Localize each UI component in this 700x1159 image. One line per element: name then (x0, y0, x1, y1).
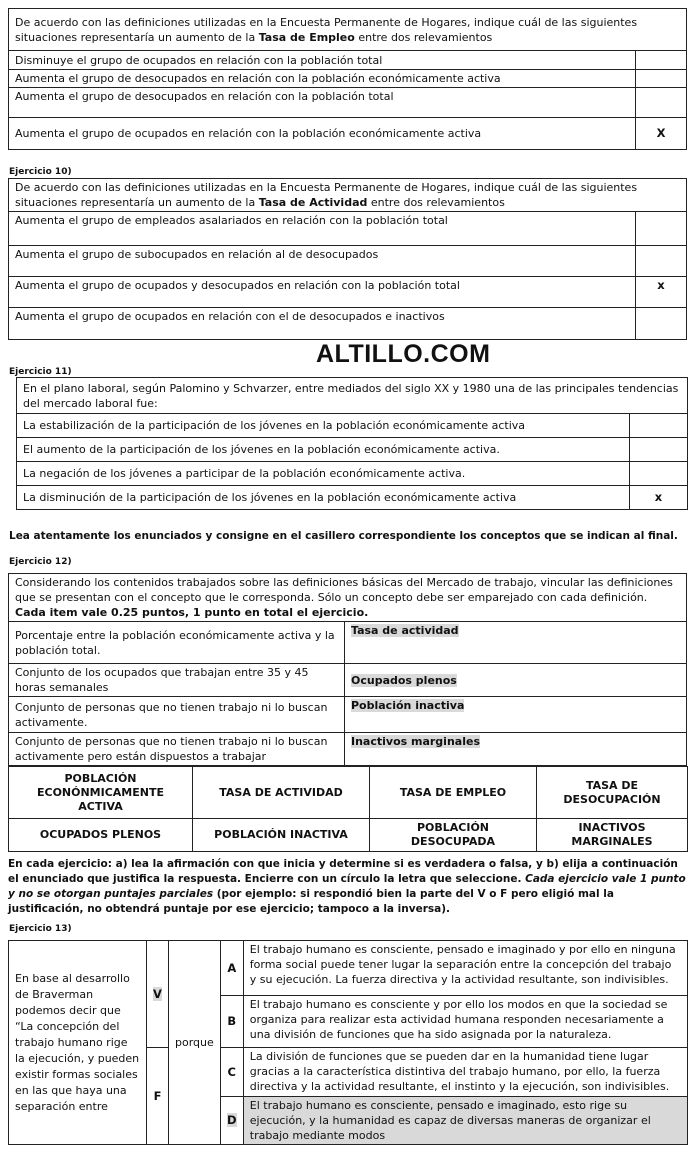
q13-statement: En base al desarrollo de Braverman podemos decir que “La concepción del trabajo humano rige la ejecución, y pueden existir formas sociales en las que haya una separación entre (9, 941, 147, 1145)
q11-option-4: La disminución de la participación de los jóvenes en la población económicamente activa (17, 486, 630, 510)
q12-definition-3: Conjunto de personas que no tienen trabajo ni lo buscan activamente. (9, 697, 345, 733)
q12-answer-3: Población inactiva (351, 699, 465, 712)
q13-option-d-letter[interactable] (220, 1097, 243, 1145)
q11-table (16, 377, 688, 510)
q12-table (8, 573, 687, 766)
q9-option-2: Aumenta el grupo de desocupados en relación con la población económicamente activa (9, 70, 636, 88)
concept-inactivos-marginales: INACTIVOS MARGINALES (537, 819, 688, 852)
q10-table (8, 178, 687, 340)
q12-answer-1: Tasa de actividad (351, 624, 459, 637)
q13-option-d-text: El trabajo humano es consciente, pensado e imaginado, esto rige su ejecución, y la humanidad es capaz de diversas maneras de organizar el trabajo mediante modos (243, 1097, 687, 1145)
q13-table (8, 940, 688, 1145)
q12-answer-cell-4[interactable] (345, 733, 687, 766)
q9-answer-cell-1[interactable] (636, 51, 687, 70)
concept-tasa-actividad: TASA DE ACTIVIDAD (193, 767, 370, 819)
q9-answer-cell-4[interactable]: X (636, 118, 687, 150)
q13-option-d-selected[interactable]: D (226, 1113, 237, 1127)
q9-prompt: De acuerdo con las definiciones utilizadas en la Encuesta Permanente de Hogares, indique cuál de las siguientes situaciones representaría un aumento de la Tasa de Empleo entre dos relevamientos (9, 9, 687, 51)
q11-answer-cell-1[interactable] (630, 414, 688, 438)
instructions-12: Lea atentamente los enunciados y consigne en el casillero correspondiente los conceptos que se indican al final. (9, 530, 678, 542)
concept-tasa-desocupacion: TASA DE DESOCUPACIÓN (537, 767, 688, 819)
q10-option-2: Aumenta el grupo de subocupados en relación al de desocupados (9, 246, 636, 277)
q11-answer-cell-2[interactable] (630, 438, 688, 462)
q13-false-cell[interactable]: F (147, 1048, 169, 1145)
q10-answer-cell-1[interactable] (636, 212, 687, 246)
q10-option-4: Aumenta el grupo de ocupados en relación con el de desocupados e inactivos (9, 308, 636, 340)
q13-option-b-letter[interactable]: B (220, 996, 243, 1048)
q9-option-3: Aumenta el grupo de desocupados en relación con la población total (9, 88, 636, 118)
concept-ocupados-plenos: OCUPADOS PLENOS (9, 819, 193, 852)
q13-true-option[interactable]: V (153, 986, 162, 1001)
q11-answer-cell-4[interactable]: x (630, 486, 688, 510)
q10-answer-cell-4[interactable] (636, 308, 687, 340)
q11-option-2: El aumento de la participación de los jóvenes en la población económicamente activa. (17, 438, 630, 462)
q12-concepts-table (8, 766, 688, 852)
q12-prompt: Considerando los contenidos trabajados sobre las definiciones básicas del Mercado de trabajo, vincular las definiciones que se presentan con el concepto que le corresponda. Sólo un concepto debe ser emparejado con cada definición. Cada item vale 0.25 puntos, 1 punto en total el ejercicio. (9, 574, 687, 622)
q10-answer-cell-2[interactable] (636, 246, 687, 277)
q11-option-1: La estabilización de la participación de los jóvenes en la población económicamente activa (17, 414, 630, 438)
q13-porque: porque (169, 941, 221, 1145)
q11-prompt: En el plano laboral, según Palomino y Schvarzer, entre mediados del siglo XX y 1980 una de las principales tendencias del mercado laboral fue: (17, 378, 688, 414)
q10-option-3: Aumenta el grupo de ocupados y desocupados en relación con la población total (9, 277, 636, 308)
q9-answer-cell-3[interactable] (636, 88, 687, 118)
q13-label: Ejercicio 13) (9, 924, 72, 934)
q11-option-3: La negación de los jóvenes a participar de la población económicamente activa. (17, 462, 630, 486)
q9-option-1: Disminuye el grupo de ocupados en relación con la población total (9, 51, 636, 70)
concept-tasa-empleo: TASA DE EMPLEO (370, 767, 537, 819)
q10-answer-cell-3[interactable]: x (636, 277, 687, 308)
q13-option-c-text: La división de funciones que se pueden dar en la humanidad tiene lugar gracias a la característica distintiva del trabajo humano, por ello, la fuerza directiva y la actividad resultante, el instinto y la ejecución, son indivisibles. (243, 1048, 687, 1097)
concept-poblacion-desocupada: POBLACIÓN DESOCUPADA (370, 819, 537, 852)
q11-answer-cell-3[interactable] (630, 462, 688, 486)
q12-answer-cell-2[interactable] (345, 664, 687, 697)
q9-table (8, 8, 687, 150)
q11-label: Ejercicio 11) (9, 367, 72, 377)
q13-true-cell[interactable] (147, 941, 169, 1048)
q9-option-4: Aumenta el grupo de ocupados en relación con la población económicamente activa (9, 118, 636, 150)
q12-answer-cell-3[interactable] (345, 697, 687, 733)
q12-definition-1: Porcentaje entre la población económicamente activa y la población total. (9, 622, 345, 664)
q10-option-1: Aumenta el grupo de empleados asalariados en relación con la población total (9, 212, 636, 246)
q12-definition-4: Conjunto de personas que no tienen trabajo ni lo buscan activamente pero están dispuestos a trabajar (9, 733, 345, 766)
altillo-watermark: ALTILLO.COM (316, 340, 491, 368)
q13-option-c-letter[interactable]: C (220, 1048, 243, 1097)
q10-prompt: De acuerdo con las definiciones utilizadas en la Encuesta Permanente de Hogares, indique cuál de las siguientes situaciones representaría un aumento de la Tasa de Actividad entre dos relevamientos (9, 179, 687, 212)
q13-option-a-letter[interactable]: A (220, 941, 243, 996)
q12-definition-2: Conjunto de los ocupados que trabajan entre 35 y 45 horas semanales (9, 664, 345, 697)
q12-answer-4: Inactivos marginales (351, 735, 480, 748)
q12-label: Ejercicio 12) (9, 557, 72, 567)
q13-option-b-text: El trabajo humano es consciente y por ello los modos en que la sociedad se organiza para realizar esta actividad humana responden necesariamente a una división de funciones que ha sido asignada por la naturaleza. (243, 996, 687, 1048)
q12-answer-2: Ocupados plenos (351, 673, 457, 687)
q10-label: Ejercicio 10) (9, 167, 72, 177)
instructions-13: En cada ejercicio: a) lea la afirmación con que inicia y determine si es verdadera o falsa, y b) elija a continuación el enunciado que justifica la respuesta. Encierre con un círculo la letra que seleccione. Cada ejercicio vale 1 punto y no se otorgan puntajes parciales (por ejemplo: si respondió bien la parte del V o F pero eligió mal la justificación, no obtendrá puntaje por ese ejercicio; tampoco a la inversa). (8, 858, 686, 915)
q13-option-a-text: El trabajo humano es consciente, pensado e imaginado y por ello en ninguna forma social puede tener lugar la separación entre la concepción del trabajo y su ejecución. La fuerza directiva y la actividad resultante, son indivisibles. (243, 941, 687, 996)
q12-answer-cell-1[interactable] (345, 622, 687, 664)
q9-answer-cell-2[interactable] (636, 70, 687, 88)
concept-pea: POBLACIÓN ECONÓNMICAMENTE ACTIVA (9, 767, 193, 819)
concept-poblacion-inactiva: POBLACIÓN INACTIVA (193, 819, 370, 852)
